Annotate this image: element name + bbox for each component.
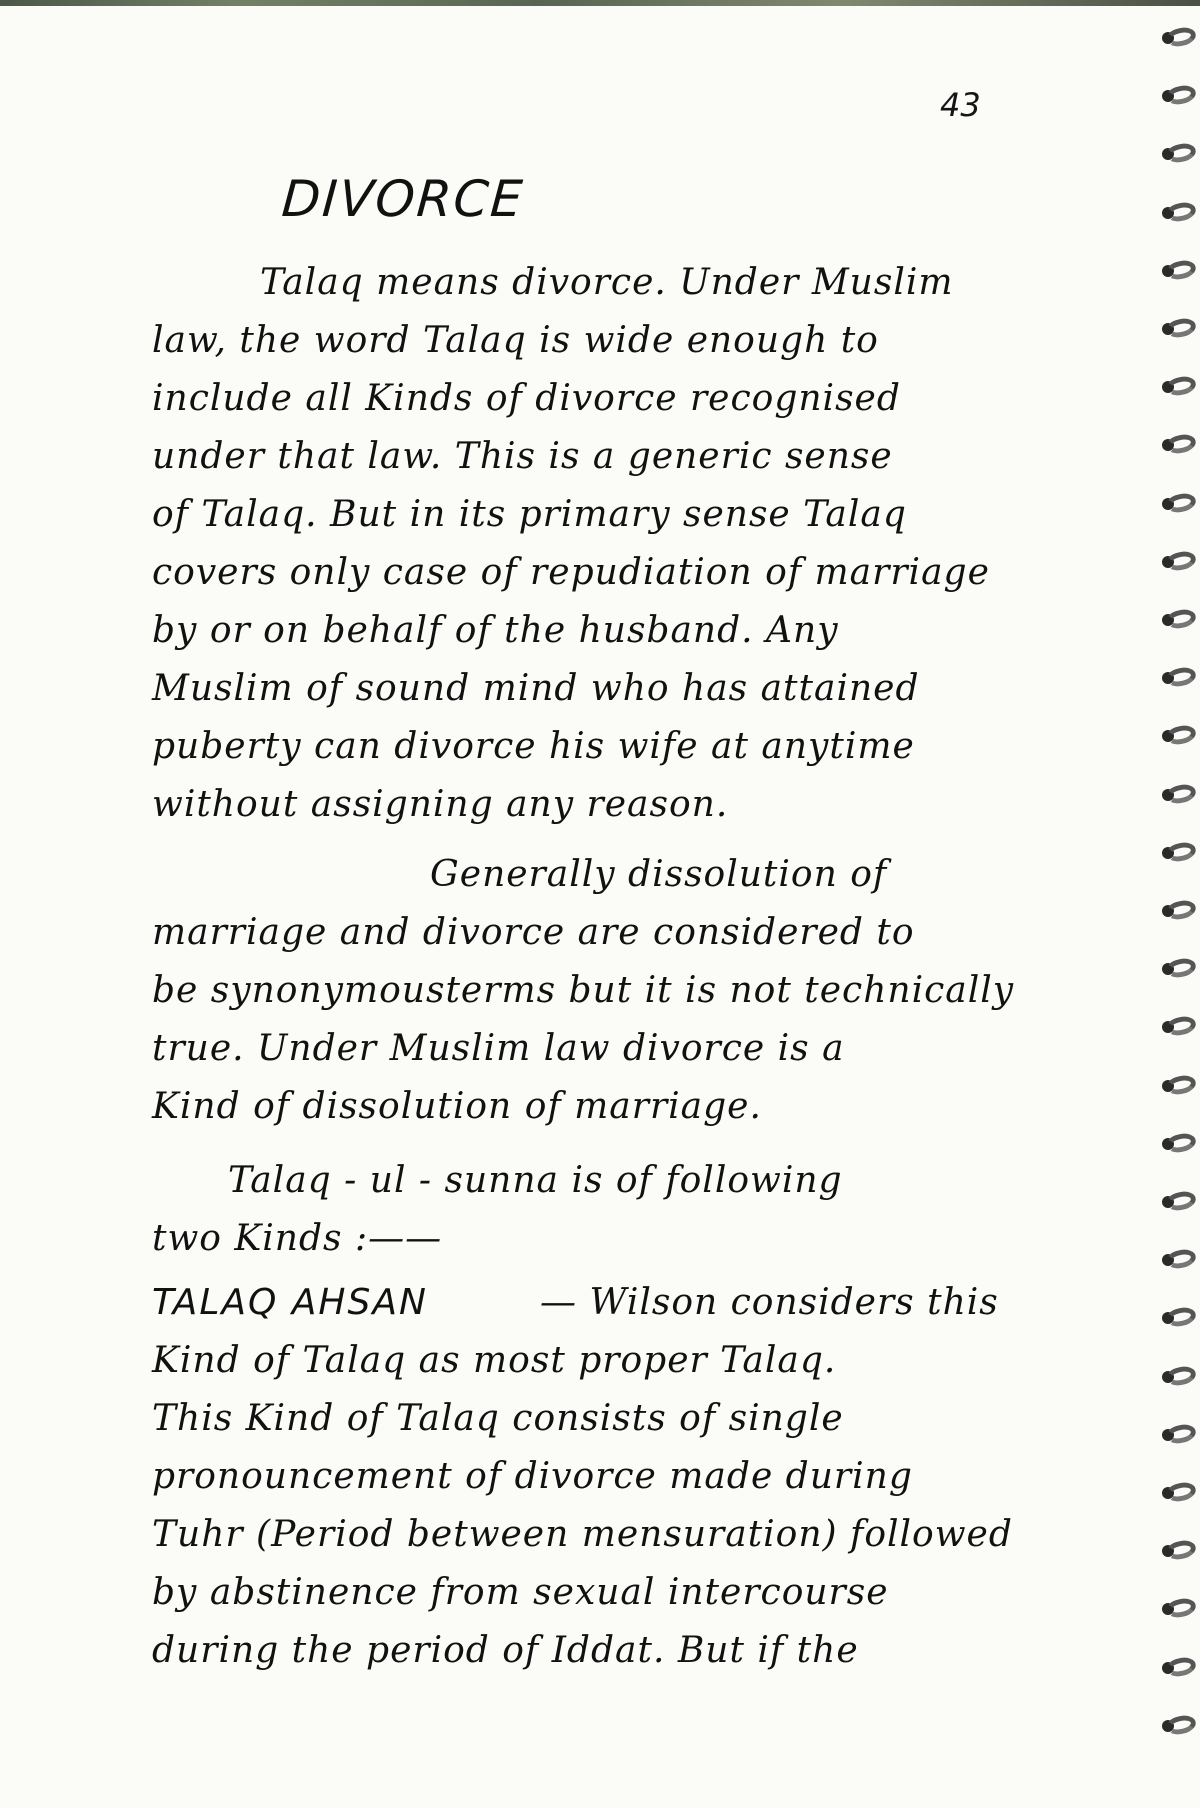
spiral-wire (1164, 1480, 1197, 1504)
spiral-wire (1164, 1422, 1197, 1446)
spiral-wire (1164, 374, 1197, 398)
spiral-wire (1164, 723, 1197, 747)
spiral-wire (1164, 607, 1197, 631)
spiral-ring (1160, 608, 1196, 632)
text-line: covers only case of repudiation of marriage (152, 552, 990, 593)
spiral-ring (1160, 201, 1196, 225)
spiral-wire (1164, 1364, 1197, 1388)
spiral-ring (1160, 433, 1196, 457)
spiral-wire (1164, 549, 1197, 573)
spiral-wire (1164, 1073, 1197, 1097)
spiral-wire (1164, 141, 1197, 165)
spiral-ring (1160, 1190, 1196, 1214)
spiral-ring (1160, 783, 1196, 807)
text-line: — Wilson considers this (540, 1282, 999, 1323)
spiral-wire (1164, 83, 1197, 107)
spiral-wire (1164, 1189, 1197, 1213)
spiral-ring (1160, 957, 1196, 981)
spiral-binding (1152, 0, 1200, 1808)
spiral-ring (1160, 1365, 1196, 1389)
text-line: Talaq - ul - sunna is of following (228, 1160, 843, 1201)
spiral-ring (1160, 375, 1196, 399)
text-line: Generally dissolution of (430, 854, 888, 895)
text-line: Tuhr (Period between mensuration) followed (152, 1514, 1013, 1555)
text-line: Muslim of sound mind who has attained (152, 668, 920, 709)
text-line: by or on behalf of the husband. Any (152, 610, 839, 651)
spiral-ring (1160, 1656, 1196, 1680)
text-line: by abstinence from sexual intercourse (152, 1572, 889, 1613)
spiral-ring (1160, 1423, 1196, 1447)
text-line: under that law. This is a generic sense (152, 436, 893, 477)
spiral-ring (1160, 1074, 1196, 1098)
page-number: 43 (940, 86, 981, 124)
spiral-ring (1160, 84, 1196, 108)
spiral-wire (1164, 1305, 1197, 1329)
spiral-wire (1164, 782, 1197, 806)
spiral-ring (1160, 259, 1196, 283)
text-line: law, the word Talaq is wide enough to (152, 320, 879, 361)
spiral-ring (1160, 142, 1196, 166)
spiral-ring (1160, 841, 1196, 865)
spiral-ring (1160, 1132, 1196, 1156)
spiral-ring (1160, 1306, 1196, 1330)
spiral-ring (1160, 724, 1196, 748)
spiral-wire (1164, 1131, 1197, 1155)
text-line: puberty can divorce his wife at anytime (152, 726, 915, 767)
spiral-ring (1160, 550, 1196, 574)
spiral-ring (1160, 899, 1196, 923)
spiral-wire (1164, 258, 1197, 282)
text-line: be synonymousterms but it is not technically (152, 970, 1015, 1011)
spiral-wire (1164, 1538, 1197, 1562)
spiral-ring (1160, 666, 1196, 690)
spiral-ring (1160, 1248, 1196, 1272)
spiral-wire (1164, 1596, 1197, 1620)
section-heading: TALAQ AHSAN (152, 1282, 428, 1323)
spiral-wire (1164, 200, 1197, 224)
spiral-wire (1164, 491, 1197, 515)
text-line: Kind of Talaq as most proper Talaq. (152, 1340, 837, 1381)
text-line: Talaq means divorce. Under Muslim (260, 262, 954, 303)
spiral-wire (1164, 1014, 1197, 1038)
spiral-ring (1160, 1481, 1196, 1505)
page-top-edge (0, 0, 1200, 6)
text-line: two Kinds :—— (152, 1218, 443, 1259)
text-line: without assigning any reason. (152, 784, 729, 825)
spiral-ring (1160, 317, 1196, 341)
text-line: Kind of dissolution of marriage. (152, 1086, 762, 1127)
spiral-ring (1160, 1539, 1196, 1563)
spiral-wire (1164, 840, 1197, 864)
text-line: include all Kinds of divorce recognised (152, 378, 901, 419)
spiral-wire (1164, 25, 1197, 49)
spiral-ring (1160, 26, 1196, 50)
spiral-wire (1164, 1247, 1197, 1271)
text-line: marriage and divorce are considered to (152, 912, 915, 953)
page-title: DIVORCE (279, 170, 527, 228)
spiral-wire (1164, 956, 1197, 980)
spiral-ring (1160, 1597, 1196, 1621)
spiral-wire (1164, 898, 1197, 922)
text-line: pronouncement of divorce made during (152, 1456, 913, 1497)
spiral-wire (1164, 1655, 1197, 1679)
spiral-ring (1160, 492, 1196, 516)
spiral-ring (1160, 1015, 1196, 1039)
text-line: true. Under Muslim law divorce is a (152, 1028, 845, 1069)
spiral-wire (1164, 1713, 1197, 1737)
spiral-wire (1164, 665, 1197, 689)
spiral-ring (1160, 1714, 1196, 1738)
text-line: during the period of Iddat. But if the (152, 1630, 859, 1671)
spiral-wire (1164, 432, 1197, 456)
text-line: of Talaq. But in its primary sense Talaq (152, 494, 907, 535)
spiral-wire (1164, 316, 1197, 340)
text-line: This Kind of Talaq consists of single (152, 1398, 844, 1439)
